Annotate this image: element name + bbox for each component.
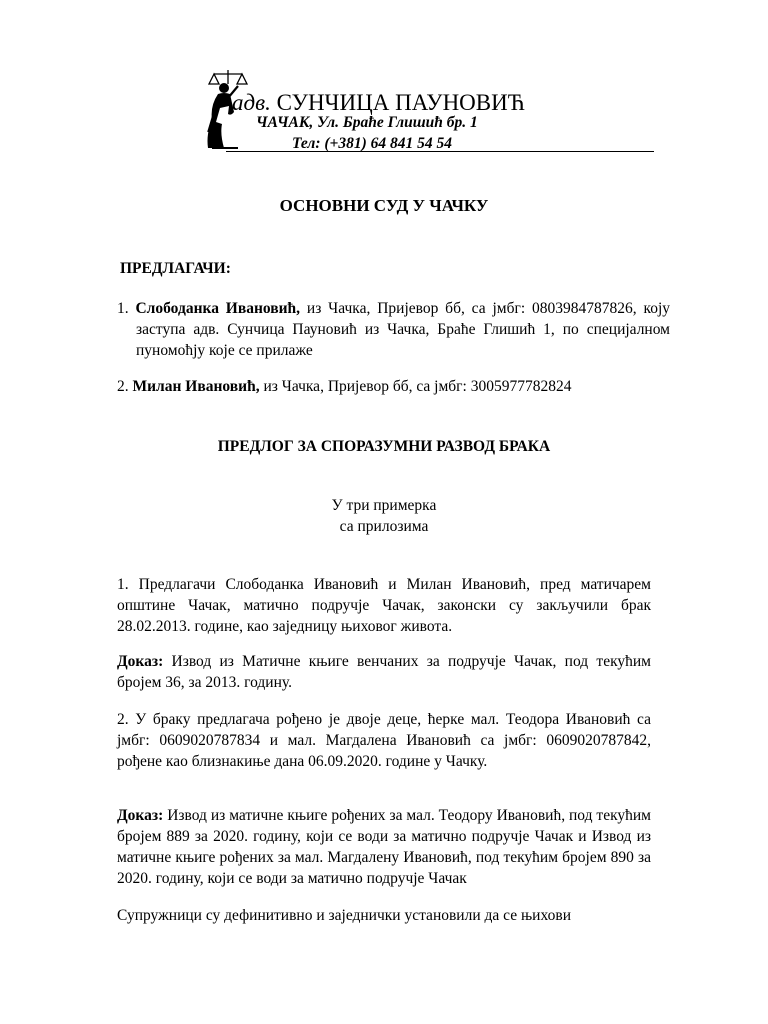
document-title: ПРЕДЛОГ ЗА СПОРАЗУМНИ РАЗВОД БРАКА xyxy=(217,438,551,455)
proposer-1-details: из Чачка, Пријевор бб, са јмбг: 0803984787826, коју заступа адв. Сунчица Пауновић из Чачка, Браће Глишић 1, по специјалном пуномоћју које се прилаже xyxy=(136,300,671,359)
lawyer-address: ЧАЧАК, Ул. Браће Глишић бр. 1 xyxy=(256,114,478,131)
paragraph-2: 2. У браку предлагача рођено је двоје деце, ћерке мал. Теодора Ивановић са јмбг: 0609020787834 и мал. Магдалена Ивановић са јмбг: 0609020787842, рођене као близнакиње дана 06.09.2020. године у Чачку. xyxy=(117,711,651,770)
letterhead-divider xyxy=(226,151,654,152)
proposer-1-number: 1. xyxy=(117,300,129,317)
evidence-1 xyxy=(117,651,651,693)
proposer-1-name: Слободанка Ивановић, xyxy=(135,300,301,317)
lawyer-prefix: адв. xyxy=(232,90,271,115)
proposer-1 xyxy=(117,298,670,361)
evidence-2 xyxy=(117,805,651,889)
court-name: ОСНОВНИ СУД У ЧАЧКУ xyxy=(279,196,489,215)
proposer-2-details: из Чачка, Пријевор бб, са јмбг: 3005977782824 xyxy=(259,378,572,395)
copies-line-1: У три примерка xyxy=(331,497,437,514)
lawyer-name-text: СУНЧИЦА ПАУНОВИЋ xyxy=(276,90,525,115)
proposer-2 xyxy=(117,376,651,397)
evidence-1-label: Доказ: xyxy=(117,653,164,670)
paragraph-1: 1. Предлагачи Слободанка Ивановић и Милан Ивановић, пред матичарем општине Чачак, матично подручје Чачак, законски су закључили брак 28.02.2013. године, као заједницу њиховог живота. xyxy=(117,576,651,635)
copies-line-2: са прилозима xyxy=(339,518,429,535)
proposer-2-number: 2. xyxy=(117,378,129,395)
evidence-2-text: Извод из матичне књиге рођених за мал. Теодору Ивановић, под текућим бројем 889 за 2020. годину, који се води за матично подручје Чачак и Извод из матичне књиге рођених за мал. Магдалену Ивановић, под текућим бројем 890 за 2020. годину, који се води за матично подручје Чачак xyxy=(117,807,651,887)
proposer-2-name: Милан Ивановић, xyxy=(132,378,260,395)
evidence-1-text: Извод из Матичне књиге венчаних за подручје Чачак, под текућим бројем 36, за 2013. годину. xyxy=(117,653,651,691)
paragraph-3-start: Супружници су дефинитивно и заједнички установили да се њихови xyxy=(117,907,571,924)
lawyer-phone: Тел: (+381) 64 841 54 54 xyxy=(292,135,453,152)
evidence-2-label: Доказ: xyxy=(117,807,164,824)
proposers-heading: ПРЕДЛАГАЧИ: xyxy=(120,260,231,277)
